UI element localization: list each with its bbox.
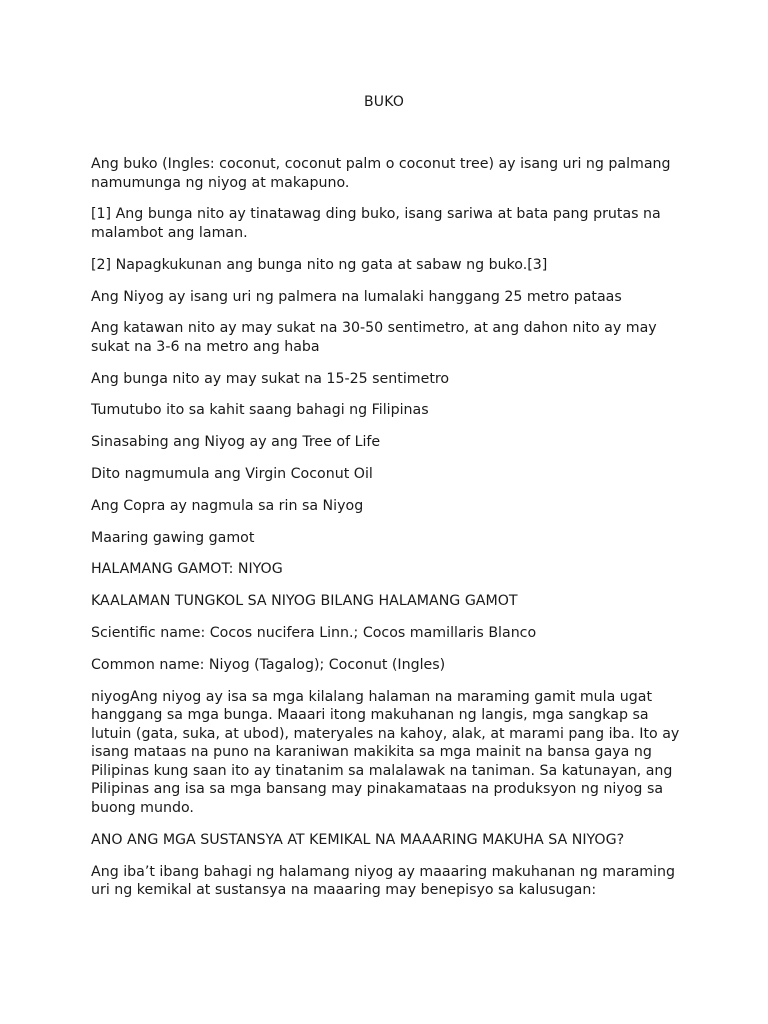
paragraph: niyogAng niyog ay isa sa mga kilalang halaman na maraming gamit mula ugat hanggang sa mga bunga. Maaari itong makuhanan ng langis, mga sangkap sa lutuin (gata, suka, at ubod), materyales na kahoy, alak, at marami pang iba. Ito ay isang mataas na puno na karaniwan makikita sa mga mainit na bansa gaya ng Pilipinas kung saan ito ay tinatanim sa malalawak na taniman. Sa katunayan, ang Pilipinas ang isa sa mga bansang may pinakamataas na produksyon ng niyog sa buong mundo. [91, 688, 680, 817]
paragraph: Tumutubo ito sa kahit saang bahagi ng Filipinas [91, 402, 429, 419]
section-heading: KAALAMAN TUNGKOL SA NIYOG BILANG HALAMANG GAMOT [91, 593, 518, 610]
document-body [91, 155, 681, 913]
paragraph: Ang bunga nito ay may sukat na 15-25 sentimetro [91, 370, 450, 387]
section-heading: ANO ANG MGA SUSTANSYA AT KEMIKAL NA MAAARING MAKUHA SA NIYOG? [91, 831, 625, 848]
paragraph: Ang buko (Ingles: coconut, coconut palm o coconut tree) ay isang uri ng palmang namumunga ng niyog at makapuno. [91, 156, 671, 191]
paragraph: [1] Ang bunga nito ay tinatawag ding buko, isang sariwa at bata pang prutas na malambot ang laman. [91, 206, 661, 241]
paragraph: Common name: Niyog (Tagalog); Coconut (Ingles) [91, 656, 446, 673]
paragraph: Sinasabing ang Niyog ay ang Tree of Life [91, 434, 381, 451]
document-title: BUKO [363, 94, 405, 110]
paragraph: Scientific name: Cocos nucifera Linn.; Cocos mamillaris Blanco [91, 624, 537, 641]
paragraph: Ang Niyog ay isang uri ng palmera na lumalaki hanggang 25 metro pataas [91, 288, 622, 305]
section-heading: HALAMANG GAMOT: NIYOG [91, 561, 283, 578]
paragraph: [2] Napagkukunan ang bunga nito ng gata at sabaw ng buko.[3] [91, 256, 548, 273]
paragraph: Ang iba’t ibang bahagi ng halamang niyog ay maaaring makuhanan ng maraming uri ng kemikal at sustansya na maaaring may benepisyo sa kalusugan: [91, 863, 676, 899]
paragraph: Ang katawan nito ay may sukat na 30-50 sentimetro, at ang dahon nito ay may sukat na 3-6 na metro ang haba [91, 320, 657, 355]
paragraph: Ang Copra ay nagmula sa rin sa Niyog [91, 497, 364, 514]
paragraph: Maaring gawing gamot [91, 529, 255, 546]
paragraph: Dito nagmumula ang Virgin Coconut Oil [91, 466, 373, 483]
